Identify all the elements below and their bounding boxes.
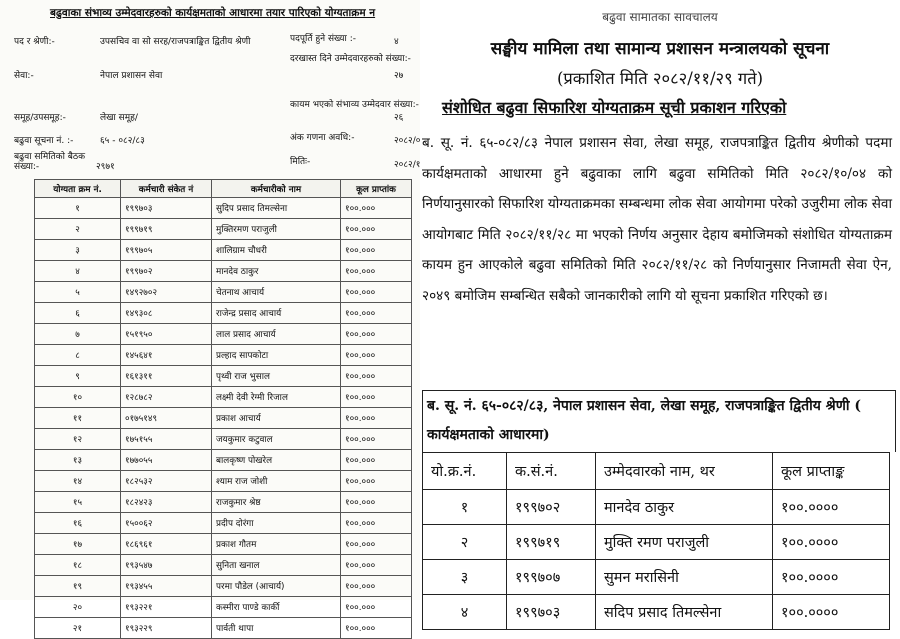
cell-name: प्रदीप दोरंगा	[212, 513, 341, 534]
cell-score: १००.०००	[341, 324, 412, 345]
cell-rank: ४	[423, 595, 507, 630]
cell-code: १४९३०८	[121, 303, 212, 324]
cell-rank: १९	[35, 576, 121, 597]
cell-code: ०१७५१४९	[121, 408, 212, 429]
cell-name: प्रकाश गौतम	[212, 534, 341, 555]
cell-name: चेतनाथ आचार्य	[212, 282, 341, 303]
cell-name: बालकृष्ण पोखरेल	[212, 450, 341, 471]
revised-table-caption: ब. सू. नं. ६५-०८२/८३, नेपाल प्रशासन सेवा, लेखा समूह, राजपत्राङ्कित द्वितीय श्रेणी ( कार्यक्षमताको आधारमा)	[422, 390, 896, 452]
cell-rank: २०	[35, 597, 121, 618]
cell-rank: ३	[423, 560, 507, 595]
cell-score: १००.०००	[341, 219, 412, 240]
cell-score: १००.०००	[341, 492, 412, 513]
cell-rank: १७	[35, 534, 121, 555]
cell-code: १९९७१९	[507, 525, 596, 560]
table-row	[35, 492, 412, 513]
cell-code: १९३४५५	[121, 576, 212, 597]
cell-name: जयकुमार कटुवाल	[212, 429, 341, 450]
table-row	[35, 198, 412, 219]
cell-rank: १६	[35, 513, 121, 534]
meta-label: सेवा:-	[14, 71, 34, 81]
revised-notice-document	[420, 0, 900, 621]
cell-rank: २	[423, 525, 507, 560]
notice-body: ब. सू. नं. ६५-०८२/८३ नेपाल प्रशासन सेवा, लेखा समूह, राजपत्राङ्कित द्वितीय श्रेणीको पदमा कार्यक्षमताको आधारमा हुने बढुवाका लागि बढुवा समितिको मिति २०८२/१०/०४ को निर्णयानुसारको सिफारिश योग्यताक्रमका सम्बन्धमा लोक सेवा आयोगमा परेको उजुरीमा लोक सेवा आयोगबाट मिति २०८२/११/२८ मा भएको निर्णय अनुसार देहाय बमोजिमको संशोधित योग्यताक्रम कायम हुन आएकोले बढुवा समितिको मिति २०८२/११/२८ को निर्णयानुसार निजामती सेवा ऐन, २०४९ बमोजिम सम्बन्धित सबैको जानकारीको लागि यो सूचना प्रकाशित गरिएको छ।	[422, 135, 892, 304]
meta-value: २७	[394, 71, 404, 81]
table-row	[35, 597, 412, 618]
cell-code: १९९७०७	[507, 560, 596, 595]
cell-code: १६१३११	[121, 366, 212, 387]
table-header-row	[423, 453, 890, 490]
meta-value: लेखा समूह/	[100, 113, 138, 123]
cell-rank: ७	[35, 324, 121, 345]
col-header-name: कर्मचारीको नाम	[212, 180, 341, 198]
cell-score: १००.००००	[773, 525, 890, 560]
cell-name: श्याम राज जोशी	[212, 471, 341, 492]
table-row	[423, 490, 890, 525]
secretariat-header: बढुवा सामातका सावचालय	[602, 10, 718, 24]
cell-name: मानदेव ठाकुर	[212, 261, 341, 282]
table-row	[35, 240, 412, 261]
cell-score: १००.०००	[341, 618, 412, 639]
table-row	[35, 618, 412, 639]
published-date: (प्रकाशित मिति २०८२/११/२९ गते)	[556, 69, 764, 88]
table-row	[35, 219, 412, 240]
cell-code: १७७०५५	[121, 450, 212, 471]
cell-code: १९९७०२	[507, 490, 596, 525]
meta-label: कायम भएको संभाव्य उम्मेदवार संख्या:-	[290, 100, 419, 110]
cell-name: राजेन्द्र प्रसाद आचार्य	[212, 303, 341, 324]
table-row	[35, 555, 412, 576]
cell-name: लक्ष्मी देवी रेग्मी रिजाल	[212, 387, 341, 408]
table-row	[35, 513, 412, 534]
cell-name: राजकुमार श्रेष्ठ	[212, 492, 341, 513]
meta-label: समूह/उपसमूह:-	[14, 113, 66, 123]
table-header-row	[35, 180, 412, 198]
original-ranking-table	[34, 179, 412, 639]
cell-score: १००.०००	[341, 555, 412, 576]
cell-score: १००.०००	[341, 597, 412, 618]
cell-name: लाल प्रसाद आचार्य	[212, 324, 341, 345]
cell-name: प्रकाश आचार्य	[212, 408, 341, 429]
cell-code: १९९७०३	[121, 198, 212, 219]
cell-rank: २	[35, 219, 121, 240]
cell-rank: १०	[35, 387, 121, 408]
cell-score: १००.००००	[773, 490, 890, 525]
cell-score: १००.०००	[341, 387, 412, 408]
table-row	[423, 560, 890, 595]
table-row	[35, 471, 412, 492]
table-row	[35, 408, 412, 429]
cell-score: १००.०००	[341, 450, 412, 471]
meta-value: २६	[394, 113, 404, 123]
cell-code: १९९७०३	[507, 595, 596, 630]
meta-value: २०८२/१	[394, 160, 421, 170]
cell-code: १८२४२३	[121, 492, 212, 513]
table-row	[35, 576, 412, 597]
cell-score: १००.००००	[773, 595, 890, 630]
cell-score: १००.०००	[341, 261, 412, 282]
cell-score: १००.०००	[341, 471, 412, 492]
cell-name: सदिप प्रसाद तिमल्सेना	[596, 595, 773, 630]
col-header-code: कर्मचारी संकेत नं	[121, 180, 212, 198]
cell-code: १४५६४१	[121, 345, 212, 366]
cell-code: १९९७१९	[121, 219, 212, 240]
cell-score: १००.०००	[341, 198, 412, 219]
cell-code: १९९७०५	[121, 240, 212, 261]
revised-ranking-table	[422, 452, 890, 630]
meta-value: ६५ - ०८२/८३	[100, 136, 145, 146]
meta-label: पद र श्रेणी:-	[14, 37, 55, 47]
table-row	[423, 595, 890, 630]
cell-rank: ३	[35, 240, 121, 261]
table-row	[35, 261, 412, 282]
meta-value: २९७१	[96, 162, 115, 172]
table-row	[35, 429, 412, 450]
cell-name: पार्वती थापा	[212, 618, 341, 639]
cell-score: १००.०००	[341, 345, 412, 366]
cell-rank: २१	[35, 618, 121, 639]
cell-score: १००.०००	[341, 429, 412, 450]
meta-label: मितिः-	[290, 157, 311, 167]
cell-score: १००.०००	[341, 408, 412, 429]
cell-score: १००.००००	[773, 560, 890, 595]
cell-code: १९९७०२	[121, 261, 212, 282]
col-header-score: कूल प्राप्ताङ्क	[773, 453, 890, 490]
meta-label: अंक गणना अवधि:-	[290, 133, 355, 143]
cell-score: १००.०००	[341, 240, 412, 261]
cell-rank: ११	[35, 408, 121, 429]
cell-name: शालिग्राम चौधरी	[212, 240, 341, 261]
cell-name: मुक्ति रमण पराजुली	[596, 525, 773, 560]
cell-rank: १८	[35, 555, 121, 576]
col-header-score: कूल प्राप्तांक	[341, 180, 412, 198]
cell-score: १००.०००	[341, 576, 412, 597]
cell-code: १९३५४७	[121, 555, 212, 576]
cell-code: १८२५३२	[121, 471, 212, 492]
cell-code: १९३२२१	[121, 597, 212, 618]
cell-rank: ९	[35, 366, 121, 387]
original-ranking-title: बढुवाका संभाव्य उम्मेदवारहरुको कार्यक्षमताको आधारमा तयार पारिएको योग्यताक्रम न	[50, 7, 376, 19]
col-header-rank: यो.क्र.नं.	[423, 453, 507, 490]
table-row	[35, 366, 412, 387]
cell-code: १२८७८२	[121, 387, 212, 408]
cell-rank: ८	[35, 345, 121, 366]
meta-label: पदपूर्ति हुने संख्या :-	[290, 34, 357, 44]
table-row	[35, 345, 412, 366]
cell-name: कस्मीरा पाण्डे कार्की	[212, 597, 341, 618]
table-row	[35, 534, 412, 555]
cell-score: १००.०००	[341, 534, 412, 555]
table-row	[35, 387, 412, 408]
cell-name: मानदेव ठाकुर	[596, 490, 773, 525]
cell-name: परमा पौडेल (आचार्य)	[212, 576, 341, 597]
notice-title: सङ्घीय मामिला तथा सामान्य प्रशासन मन्त्रालयको सूचना	[490, 39, 830, 59]
cell-name: मुक्तिरमण पराजुली	[212, 219, 341, 240]
cell-name: सुनिता खनाल	[212, 555, 341, 576]
cell-code: १८६९६१	[121, 534, 212, 555]
meta-value: उपसचिव वा सो सरह/राजपत्राङ्कित द्वितीय श्रेणी	[100, 37, 251, 47]
cell-name: सुदिप प्रसाद तिमल्सेना	[212, 198, 341, 219]
meta-label: बढुवा समितिको बैठक संख्या:-	[14, 152, 86, 172]
meta-label: दरखास्त दिने उम्मेदवारहरुको संख्या:-	[290, 54, 411, 64]
notice-heading: संशोधित बढुवा सिफारिश योग्यताक्रम सूची प्रकाशन गरिएको	[442, 98, 787, 117]
cell-rank: ४	[35, 261, 121, 282]
table-row	[35, 450, 412, 471]
cell-score: १००.०००	[341, 366, 412, 387]
cell-code: १४९२७०२	[121, 282, 212, 303]
cell-code: १५१९५०	[121, 324, 212, 345]
col-header-name: उम्मेदवारको नाम, थर	[596, 453, 773, 490]
cell-name: सुमन मरासिनी	[596, 560, 773, 595]
cell-score: १००.०००	[341, 303, 412, 324]
original-ranking-document	[0, 0, 430, 634]
cell-rank: ५	[35, 282, 121, 303]
cell-rank: ६	[35, 303, 121, 324]
meta-value: नेपाल प्रशासन सेवा	[100, 71, 163, 81]
cell-code: १५००६२	[121, 513, 212, 534]
cell-score: १००.०००	[341, 513, 412, 534]
cell-rank: १५	[35, 492, 121, 513]
cell-rank: १४	[35, 471, 121, 492]
cell-rank: १	[35, 198, 121, 219]
cell-code: १७५१५५	[121, 429, 212, 450]
col-header-code: क.सं.नं.	[507, 453, 596, 490]
meta-value: २०८२/०	[394, 136, 421, 146]
table-row	[35, 282, 412, 303]
table-row	[35, 324, 412, 345]
cell-rank: १३	[35, 450, 121, 471]
table-row	[423, 525, 890, 560]
cell-name: पृथ्वी राज भुसाल	[212, 366, 341, 387]
meta-label: बढुवा सूचना नं. :-	[14, 136, 74, 146]
cell-code: १९३२२९	[121, 618, 212, 639]
cell-rank: १	[423, 490, 507, 525]
cell-name: प्रल्हाद सापकोटा	[212, 345, 341, 366]
col-header-rank: योग्यता क्रम नं.	[35, 180, 121, 198]
cell-score: १००.०००	[341, 282, 412, 303]
cell-rank: १२	[35, 429, 121, 450]
table-row	[35, 303, 412, 324]
meta-value: ४	[394, 37, 399, 47]
